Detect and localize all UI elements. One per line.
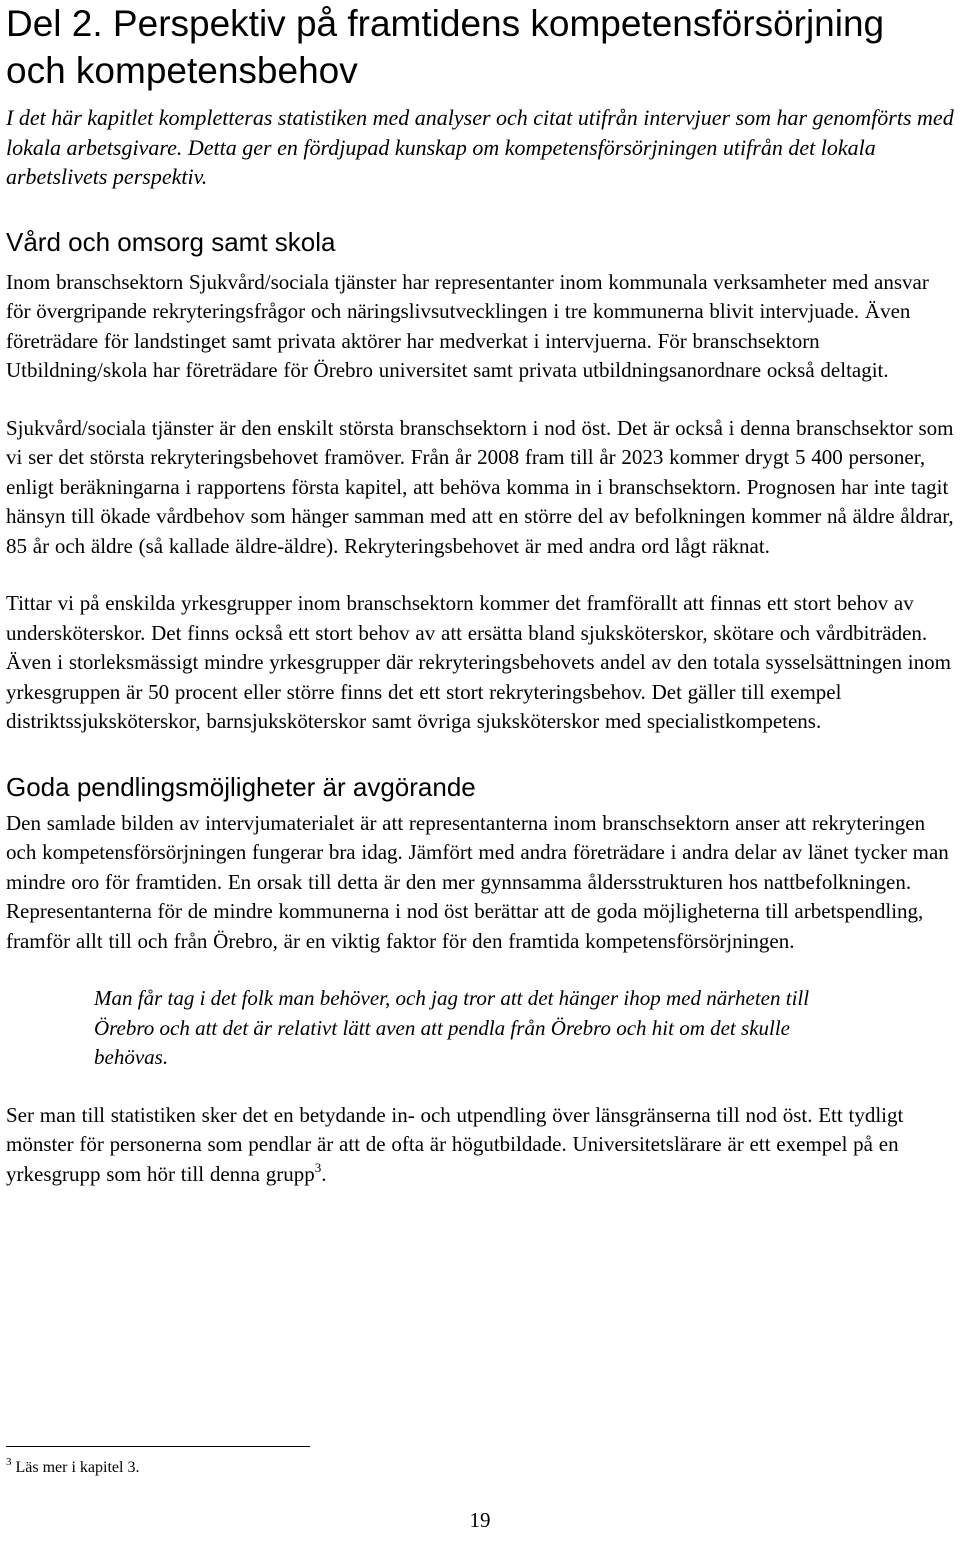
body-paragraph: Sjukvård/sociala tjänster är den enskilt största branschsektorn i nod öst. Det är också i denna branschsektor som vi ser det största rekryteringsbehovet framöver. Från år 2008 fram till år 2023 kommer drygt 5 400 personer, enligt beräkningarna i rapportens första kapitel, att behöva komma in i branschsektorn. Prognosen har inte tagit hänsyn till ökade vårdbehov som hänger samman med att en större del av befolkningen kommer nå äldre åldrar, 85 år och äldre (så kallade äldre-äldre). Rekryteringsbehovet är med andra ord lågt räknat. [6,415,954,558]
chapter-intro: I det här kapitlet kompletteras statistiken med analyser och citat utifrån intervjuer som har genomförts med lokala arbetsgivare. Detta ger en fördjupad kunskap om kompetensförsörjningen utifrån det lokala arbetslivets perspektiv. [6,105,954,189]
interview-quote: Man får tag i det folk man behöver, och jag tror att det hänger ihop med närheten till Örebro och att det är relativt lätt aven att pendla från Örebro och hit om det skulle behövas. [94,986,810,1069]
page-number: 19 [469,1508,491,1532]
document-page [6,0,954,1550]
footnote-text: Läs mer i kapitel 3. [11,1459,140,1476]
section-heading-vard-omsorg: Vård och omsorg samt skola [6,226,336,257]
section-heading-pendling: Goda pendlingsmöjligheter är avgörande [6,771,476,802]
footnote [6,1455,140,1478]
body-paragraph: Tittar vi på enskilda yrkesgrupper inom branschsektorn kommer det framförallt att finnas ett stort behov av undersköterskor. Det finns också ett stort behov av att ersätta bland sjuksköterskor, skötare och vårdbiträden. Även i storleksmässigt mindre yrkesgrupper där rekryteringsbehovets andel av den totala sysselsättningen inom yrkesgruppen är 50 procent eller större finns det ett stort rekryteringsbehov. Det gäller till exempel distriktssjuksköterskor, barnsjuksköterskor samt övriga sjuksköterskor med specialistkompetens. [6,591,951,733]
body-paragraph: Den samlade bilden av intervjumaterialet är att representanterna inom branschsektorn anser att rekryteringen och kompetensförsörjningen fungerar bra idag. Jämfört med andra företrädare i andra delar av länet tycker man mindre oro för framtiden. En orsak till detta är den mer gynnsamma åldersstrukturen hos nattbefolkningen. Representanterna för de mindre kommunerna i nod öst berättar att de goda möjligheterna till arbetspendling, framför allt till och från Örebro, är en viktig faktor för den framtida kompetensförsörjningen. [6,810,949,953]
body-paragraph-text: Ser man till statistiken sker det en betydande in- och utpendling över länsgränserna till nod öst. Ett tydligt mönster för personerna som pendlar är att de ofta är högutbildade. Universitetslärare är ett exempel på en yrkesgrupp som hör till denna grupp [6,1102,904,1186]
body-paragraph-with-footnote [6,1101,954,1190]
footnote-reference[interactable]: 3 [314,1159,322,1175]
chapter-heading: Del 2. Perspektiv på framtidens kompetensförsörjning och kompetensbehov [6,3,885,91]
footnote-separator [6,1446,310,1447]
footnote-number: 3 [6,1455,12,1468]
sentence-end: . [321,1161,327,1186]
body-paragraph: Inom branschsektorn Sjukvård/sociala tjänster har representanter inom kommunala verksamheter med ansvar för övergripande rekryteringsfrågor och näringslivsutvecklingen i tre kommunerna blivit intervjuade. Även företrädare för landstinget samt privata aktörer har medverkat i intervjuerna. För branschsektorn Utbildning/skola har företrädare för Örebro universitet samt privata utbildningsanordnare också deltagit. [6,269,929,382]
